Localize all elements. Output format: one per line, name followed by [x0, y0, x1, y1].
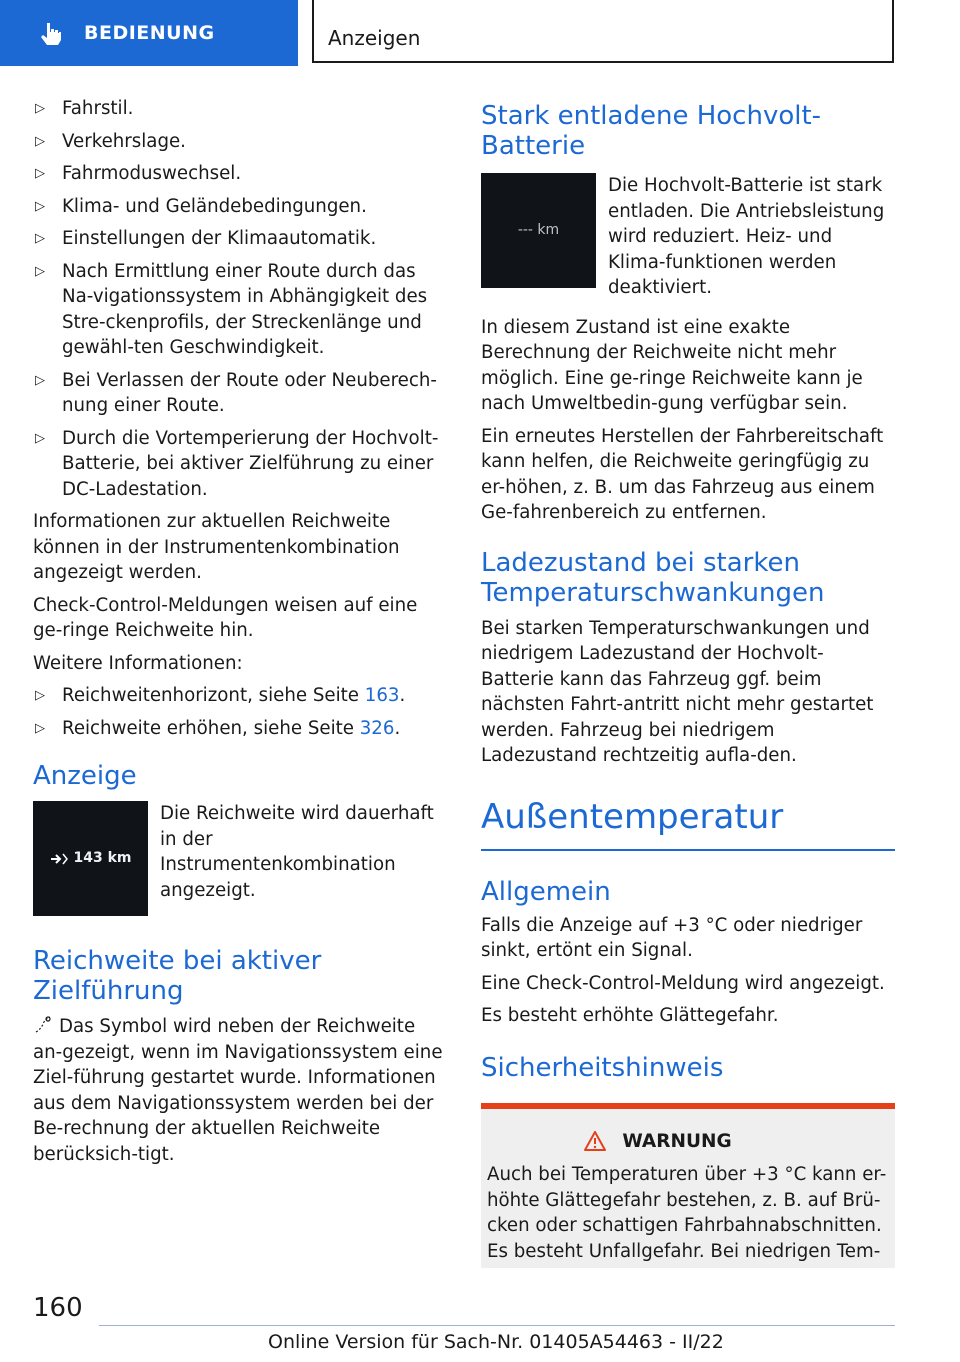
navigation-arrow-icon: [50, 852, 70, 866]
chapter-title: Anzeigen: [328, 26, 421, 50]
heading-batterie: Stark entladene Hochvolt-Batterie: [481, 101, 822, 161]
list-item: ▷ Verkehrslage.: [33, 129, 448, 155]
batterie-paragraph-1: In diesem Zustand ist eine exakte Berechnung der Reichweite nicht mehr möglich. Eine ge-ringe Reichweite kann je nach Umweltbedin-gung verfügbar sein.: [481, 316, 863, 414]
route-symbol-icon: [33, 1015, 53, 1035]
warning-title: WARNUNG: [622, 1130, 732, 1152]
bullet-triangle-icon: ▷: [35, 166, 45, 181]
bullet-triangle-icon: ▷: [35, 372, 45, 388]
list-item: ▷ Bei Verlassen der Route oder Neuberech-nung einer Route.: [35, 369, 437, 416]
warning-header: [427, 1129, 889, 1155]
heading-aussentemperatur: Außentemperatur: [481, 796, 784, 837]
warning-triangle-icon: [584, 1131, 606, 1151]
footer-rule: [99, 1325, 895, 1326]
list-item: ▷ Fahrstil.: [33, 96, 448, 122]
warning-text: Auch bei Temperaturen über +3 °C kann er-höhte Glättegefahr bestehen, z. B. auf Brü-cken oder schattigen Fahrbahnabschnitten. Es besteht Unfallgefahr. Bei niedrigen Tem-: [487, 1164, 887, 1262]
heading-ladezustand: Ladezustand bei starken Temperaturschwankungen: [481, 547, 825, 608]
bullet-triangle-icon: ▷: [35, 688, 45, 703]
batterie-text: Die Hochvolt-Batterie ist stark entladen. Die Antriebsleistung wird reduziert. Heiz- und Klima-funktionen werden deaktiviert.: [608, 175, 885, 298]
check-control-paragraph: Check-Control-Meldungen weisen auf eine ge-ringe Reichweite hin.: [33, 594, 418, 641]
zielfuehrung-paragraph: Das Symbol wird neben der Reichweite an-gezeigt, wenn im Navigationssystem eine Ziel-führung gestartet wurde. Informationen aus dem Navigationssystem werden bei der Be-rechnung der aktuellen Reichweite berücksich-tigt.: [33, 1016, 443, 1165]
section-tab[interactable]: [0, 0, 298, 66]
bullet-triangle-icon: ▷: [35, 231, 45, 246]
page-number: 160: [33, 1293, 83, 1323]
batterie-paragraph-2: Ein erneutes Herstellen der Fahrbereitschaft kann helfen, die Reichweite geringfügig zu er-höhen, z. B. um das Fahrzeug aus einem Ge-fahrenbereich zu entfernen.: [481, 425, 884, 523]
anzeige-block: [33, 801, 448, 916]
heading-rule: [481, 849, 895, 851]
bullet-triangle-icon: ▷: [35, 430, 45, 446]
left-column: [33, 96, 448, 1174]
list-item: ▷ Nach Ermittlung einer Route durch das Na-vigationssystem in Abhängigkeit des Stre-ckenprofils, der Streckenlänge und gewähl-ten Geschwindigkeit.: [35, 260, 428, 358]
heading-sicherheitshinweis: Sicherheitshinweis: [481, 1052, 724, 1083]
batterie-block: [481, 173, 895, 301]
footer-version-text: Online Version für Sach-Nr. 01405A54463 - II/22: [268, 1331, 724, 1353]
bullet-triangle-icon: ▷: [35, 263, 45, 279]
chapter-header: [312, 0, 894, 63]
allgemein-paragraph-3: Es besteht erhöhte Glättegefahr.: [481, 1005, 779, 1026]
section-label: BEDIENUNG: [84, 22, 215, 44]
bullet-triangle-icon: ▷: [35, 720, 45, 736]
allgemein-paragraph-1: Falls die Anzeige auf +3 °C oder niedriger sinkt, ertönt ein Signal.: [481, 914, 863, 961]
allgemein-paragraph-2: Eine Check-Control-Meldung wird angezeigt.: [481, 972, 885, 994]
page-link-326[interactable]: 326: [359, 717, 395, 739]
bullet-triangle-icon: ▷: [35, 198, 45, 214]
low-range-value: --- km: [517, 221, 560, 238]
info-paragraph: Informationen zur aktuellen Reichweite können in der Instrumentenkombination angezeigt werden.: [33, 511, 400, 583]
page-link-163[interactable]: 163: [364, 685, 400, 706]
heading-allgemein: Allgemein: [481, 876, 611, 907]
bullet-triangle-icon: ▷: [35, 133, 45, 149]
hand-pointer-icon: [38, 20, 64, 46]
ladezustand-paragraph: Bei starken Temperaturschwankungen und niedrigem Ladezustand der Hochvolt-Batterie kann das Fahrzeug ggf. beim nächsten Fahrt-antritt nicht mehr gestartet werden. Fahrzeug bei niedrigem Ladezustand rechtzeitig aufla-den.: [481, 617, 874, 766]
more-info-label: Weitere Informationen:: [33, 652, 243, 674]
low-range-display-image: [481, 173, 596, 288]
ref-item: ▷ Reichweite erhöhen, siehe Seite 326.: [33, 716, 448, 742]
ref-item: ▷ Reichweitenhorizont, siehe Seite 163.: [33, 683, 448, 709]
list-item: ▷ Fahrmoduswechsel.: [33, 161, 448, 187]
heading-zielfuehrung: Reichweite bei aktiver Zielführung: [33, 946, 322, 1006]
list-item: ▷ Einstellungen der Klimaautomatik.: [33, 226, 448, 252]
warning-box: [481, 1103, 895, 1269]
bullet-triangle-icon: ▷: [35, 101, 45, 116]
anzeige-text: Die Reichweite wird dauerhaft in der Instrumentenkombination angezeigt.: [160, 803, 434, 901]
right-column: [481, 96, 895, 1268]
list-item: ▷ Durch die Vortemperierung der Hochvolt-Batterie, bei aktiver Zielführung zu einer DC-Ladestation.: [35, 427, 439, 500]
factor-list: [33, 96, 448, 502]
range-display-image: [33, 801, 148, 916]
range-value: 143 km: [73, 849, 132, 866]
heading-anzeige: Anzeige: [33, 761, 137, 791]
list-item: ▷ Klima- und Geländebedingungen.: [33, 194, 448, 220]
